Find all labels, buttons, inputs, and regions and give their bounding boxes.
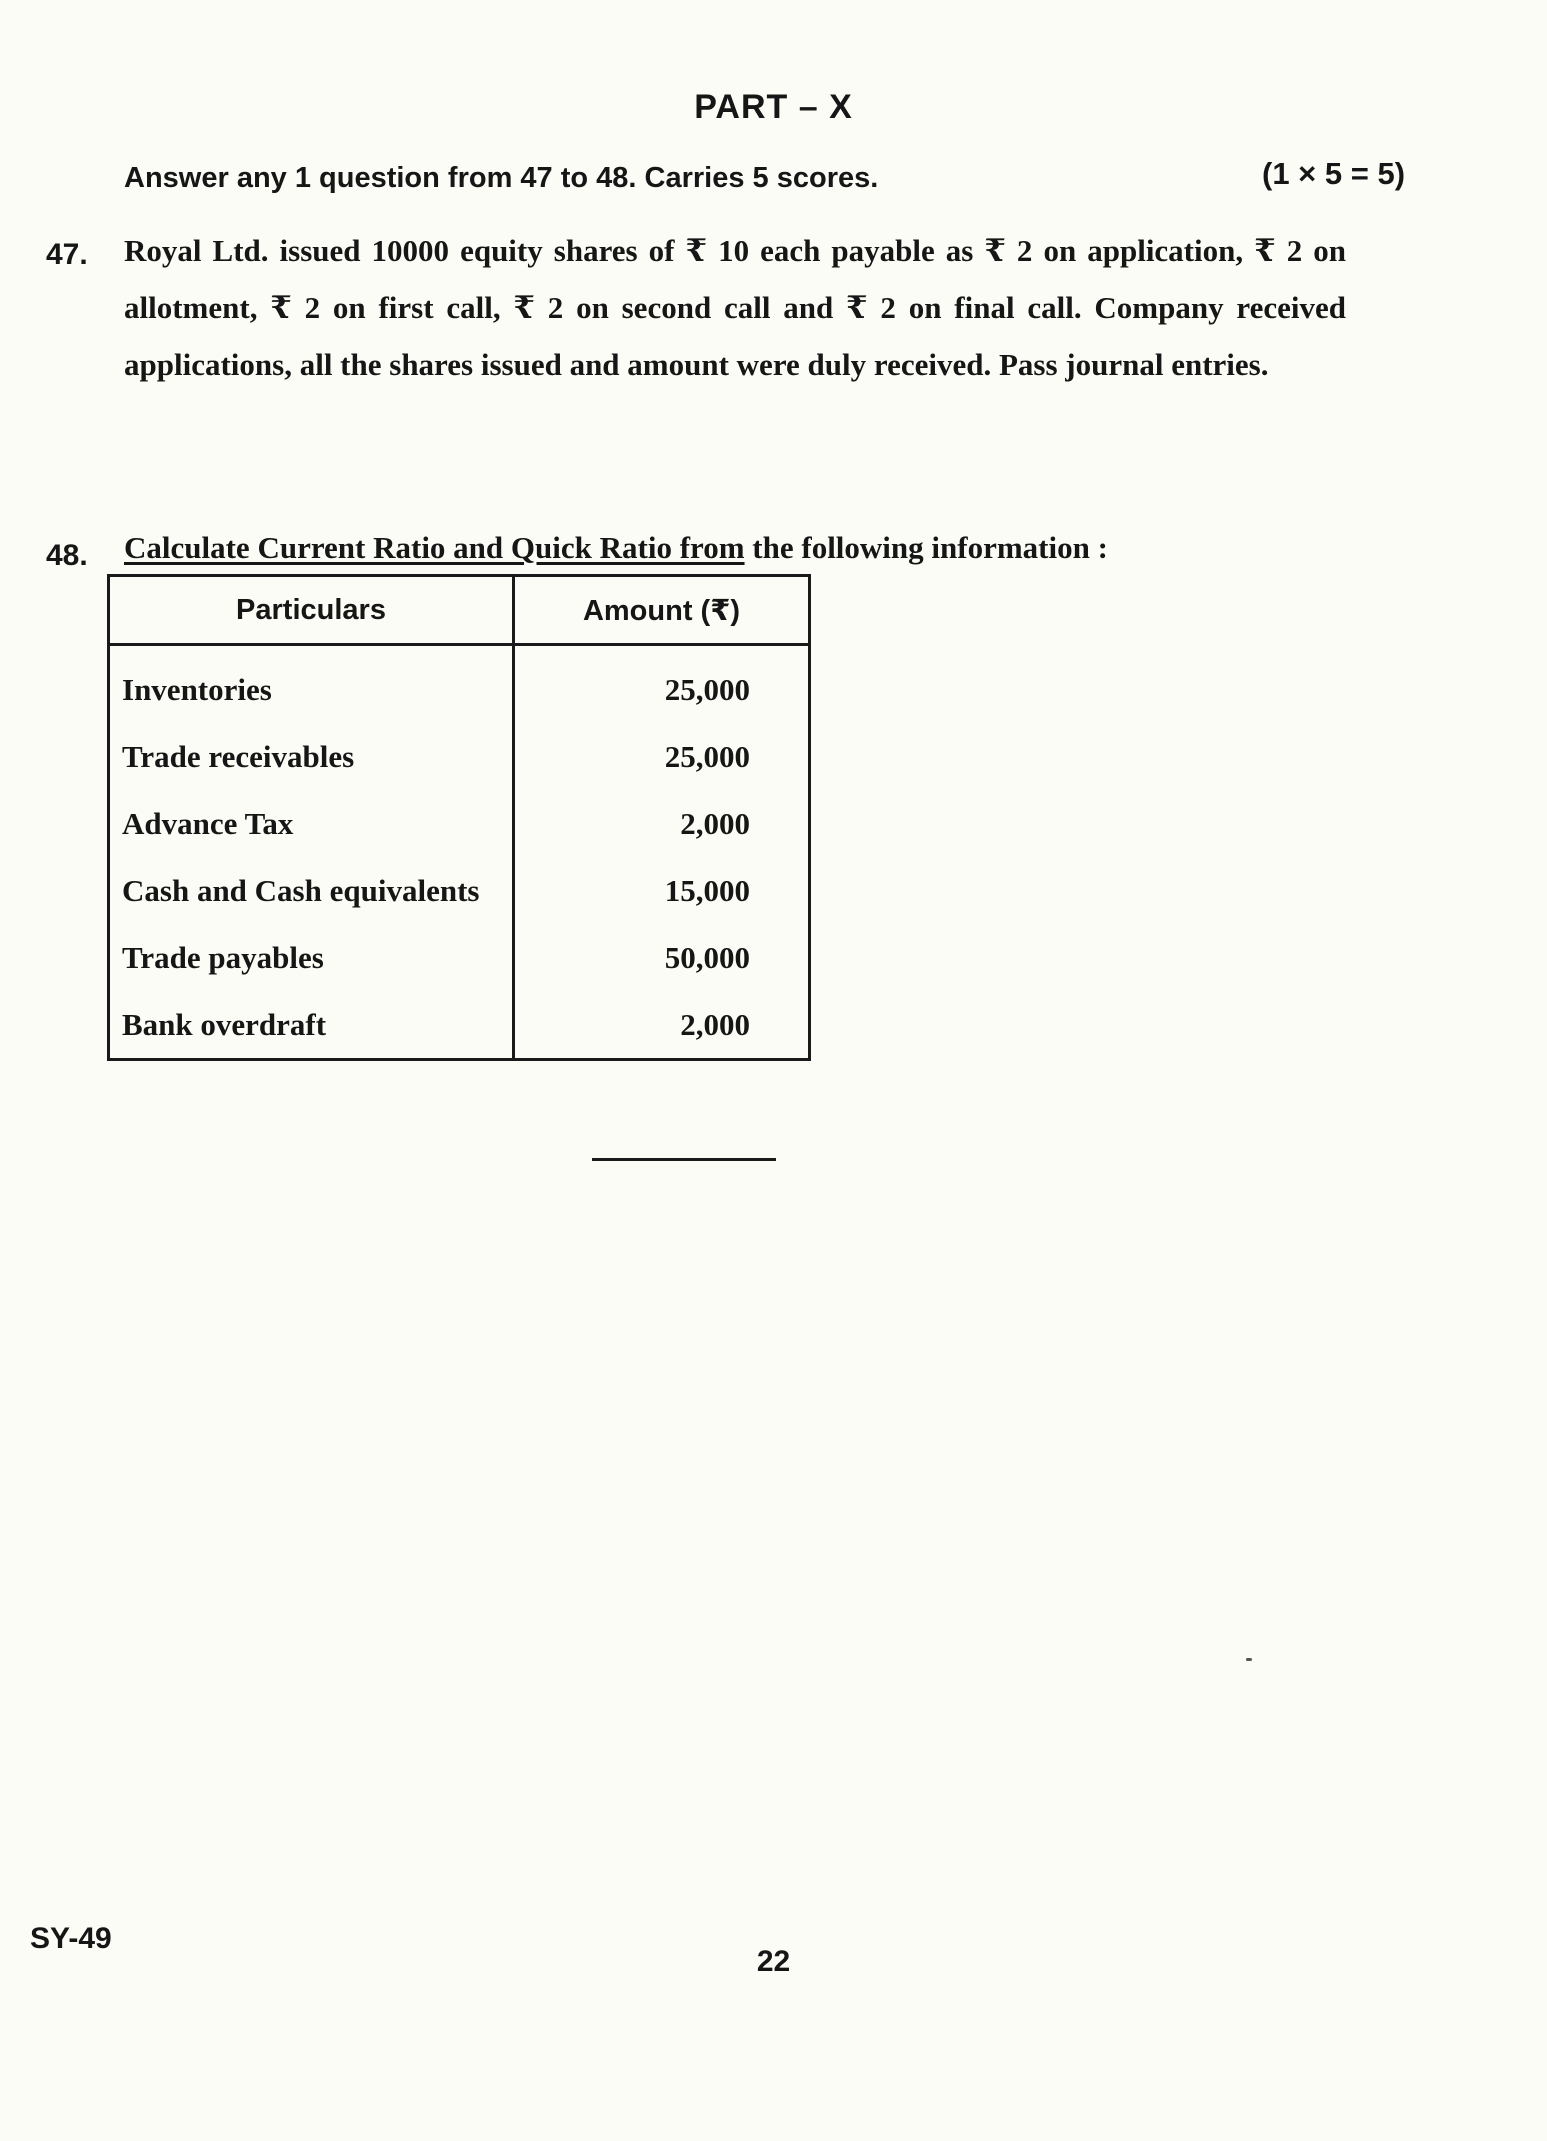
end-of-section-rule: [592, 1158, 776, 1161]
row-particular: Inventories: [109, 645, 514, 724]
header-amount: Amount (₹): [514, 576, 810, 645]
table-row: [109, 790, 810, 857]
row-amount: 15,000: [514, 857, 810, 924]
row-amount: 25,000: [514, 645, 810, 724]
row-amount: 50,000: [514, 924, 810, 991]
row-amount: 2,000: [514, 991, 810, 1060]
row-particular: Bank overdraft: [109, 991, 514, 1060]
question-48-text-rest: the following information :: [744, 530, 1108, 565]
table-row: [109, 723, 810, 790]
ratio-information-table: [107, 574, 811, 1061]
question-47-text: Royal Ltd. issued 10000 equity shares of ₹ 10 each payable as ₹ 2 on application, ₹ 2 on allotment, ₹ 2 on first call, ₹ 2 on second call and ₹ 2 on final call. Company received applications, all the shares issued and amount were duly received. Pass journal entries.: [124, 233, 1346, 382]
row-amount: 25,000: [514, 723, 810, 790]
question-48-text-underlined: Calculate Current Ratio and Quick Ratio from: [124, 530, 745, 565]
question-48-number: 48.: [46, 539, 88, 572]
question-47-number: 47.: [46, 238, 88, 271]
row-amount: 2,000: [514, 790, 810, 857]
part-title: PART – X: [694, 88, 853, 126]
section-instruction: Answer any 1 question from 47 to 48. Carries 5 scores.: [124, 162, 879, 194]
table-row: [109, 645, 810, 724]
paper-code: SY-49: [30, 1922, 112, 1955]
table-row: [109, 857, 810, 924]
table-row: [109, 924, 810, 991]
section-marks: (1 × 5 = 5): [1262, 156, 1406, 191]
page-number: 22: [756, 1945, 791, 1978]
row-particular: Cash and Cash equivalents: [109, 857, 514, 924]
row-particular: Advance Tax: [109, 790, 514, 857]
table-header-row: [109, 576, 810, 645]
question-48-text: [124, 530, 1108, 566]
row-particular: Trade payables: [109, 924, 514, 991]
row-particular: Trade receivables: [109, 723, 514, 790]
header-particulars: Particulars: [109, 576, 514, 645]
table-row: [109, 991, 810, 1060]
scan-speck: [1246, 1658, 1252, 1661]
